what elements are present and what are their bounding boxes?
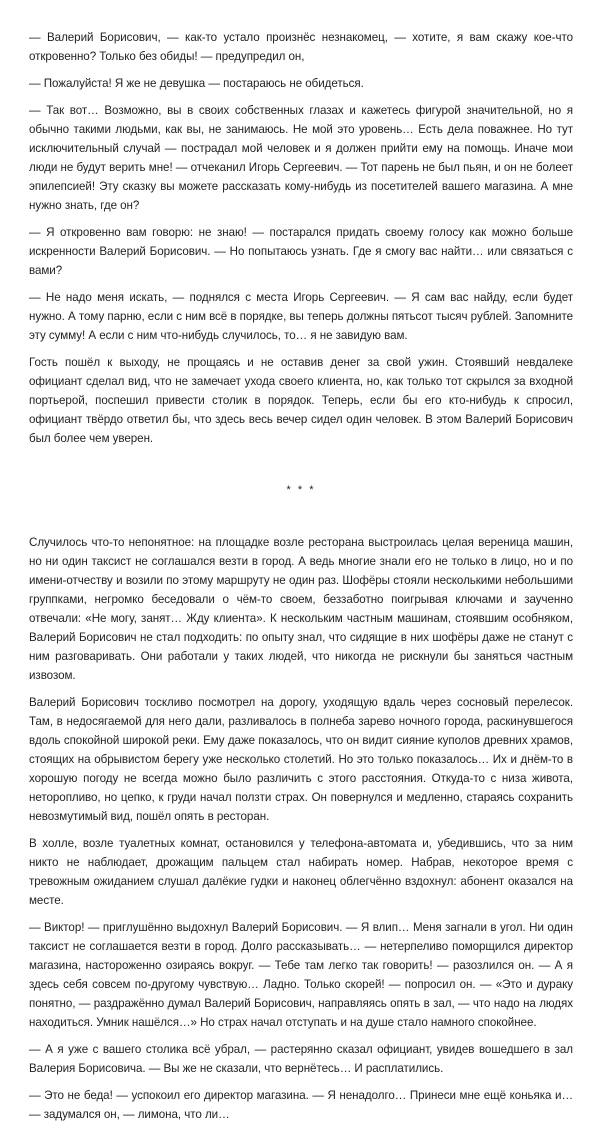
- section-separator: * * *: [286, 484, 316, 496]
- paragraph: — А я уже с вашего столика всё убрал, — растерянно сказал официант, увидев вошедшего в зал Валерия Борисовича. — Вы же не сказали, что вернётесь… И расплатились.: [29, 1043, 573, 1075]
- paragraph: Случилось что-то непонятное: на площадке возле ресторана выстроилась целая вереница машин, но ни один таксист не соглашался везти в город. А ведь многие знали его не только в лицо, но и по имени-отчеству и возили по этому маршруту не один раз. Шофёры стояли несколькими небольшими группками, негромко беседовали о чём-то своем, беззаботно поигрывая ключами и заученно отвечали: «Не могу, занят… Жду клиента». К нескольким частным машинам, стоявшим особняком, Валерий Борисович не стал подходить: по опыту знал, что сидящие в них шофёры даже не станут с ним разговаривать. Они работали у таких людей, что никогда не рискнули бы заняться частным извозом.: [29, 536, 573, 682]
- paragraph: Валерий Борисович тоскливо посмотрел на дорогу, уходящую вдаль через сосновый перелесок. Там, в недосягаемой для него дали, разливалось в полнеба зарево ночного города, раскинувшегося вдоль спокойной широкой реки. Ему даже показалось, что он видит сияние куполов древних храмов, стоящих на обрывистом берегу уже несколько столетий. Но это только показалось… Их и днём-то в хорошую погоду не всегда можно было различить с этого расстояния. Откуда-то с низа живота, неторопливо, но цепко, к груди начал ползти страх. Он повернулся и медленно, стараясь сохранить невозмутимый вид, пошёл опять в ресторан.: [29, 696, 573, 823]
- paragraph: — Так вот… Возможно, вы в своих собственных глазах и кажетесь фигурой значительной, но я обычно такими людьми, как вы, не занимаюсь. Не мой это уровень… Есть дела поважнее. Но тут исключительный случай — пострадал мой человек и я должен прийти ему на помощь. Иначе мои люди не будут верить мне! — отчеканил Игорь Сергеевич. — Тот парень не был пьян, и он не болеет эпилепсией! Эту сказку вы можете рассказать кому-нибудь из посетителей вашего магазина. А мне нужно знать, где он?: [29, 104, 573, 212]
- document-page: [29, 28, 573, 1132]
- paragraph: — Это не беда! — успокоил его директор магазина. — Я ненадолго… Принеси мне ещё коньяка и… — задумался он, — лимона, что ли…: [29, 1089, 573, 1121]
- paragraph: — Я откровенно вам говорю: не знаю! — постарался придать своему голосу как можно больше искренности Валерий Борисович. — Но попытаюсь узнать. Где я смогу вас найти… или связаться с вами?: [29, 226, 573, 277]
- paragraph: — Не надо меня искать, — поднялся с места Игорь Сергеевич. — Я сам вас найду, если будет нужно. А тому парню, если с ним всё в порядке, вы теперь должны пятьсот тысяч рублей. Запомните эту сумму! А если с ним что-нибудь случилось, то… я не завидую вам.: [29, 291, 573, 342]
- paragraph: — Пожалуйста! Я же не девушка — постараюсь не обидеться.: [29, 77, 364, 90]
- paragraph: — Валерий Борисович, — как-то устало произнёс незнакомец, — хотите, я вам скажу кое-что откровенно? Только без обиды! — предупредил он,: [29, 31, 573, 63]
- section-1: [29, 28, 573, 448]
- section-2: [29, 533, 573, 1124]
- paragraph: В холле, возле туалетных комнат, остановился у телефона-автомата и, убедившись, что за ним никто не наблюдает, дрожащим пальцем стал набирать номер. Набрав, некоторое время с тревожным ожиданием слушал далёкие гудки и наконец облегчённо вздохнул: абонент оказался на месте.: [29, 837, 573, 907]
- paragraph: — Виктор! — приглушённо выдохнул Валерий Борисович. — Я влип… Меня загнали в угол. Ни один таксист не соглашается везти в город. Долго рассказывать… — нетерпеливо поморщился директор магазина, настороженно озираясь вокруг. — Тебе там легко так говорить! — разозлился он. — А я здесь себя совсем по-другому чувствую… Ладно. Только скорей! — попросил он. — «Это и дураку понятно, — раздражённо думал Валерий Борисович, направляясь опять в зал, — что надо на людях находиться. Умник нашёлся…» Но страх начал отступать и на душе стало намного спокойнее.: [29, 921, 573, 1029]
- paragraph: Гость пошёл к выходу, не прощаясь и не оставив денег за свой ужин. Стоявший невдалеке официант сделал вид, что не замечает ухода своего клиента, но, как только тот скрылся за входной портьерой, поспешил привести столик в порядок. Теперь, если бы его кто-нибудь к спросил, официант твёрдо ответил бы, что здесь весь вечер сидел один человек. В этом Валерий Борисович был более чем уверен.: [29, 356, 573, 445]
